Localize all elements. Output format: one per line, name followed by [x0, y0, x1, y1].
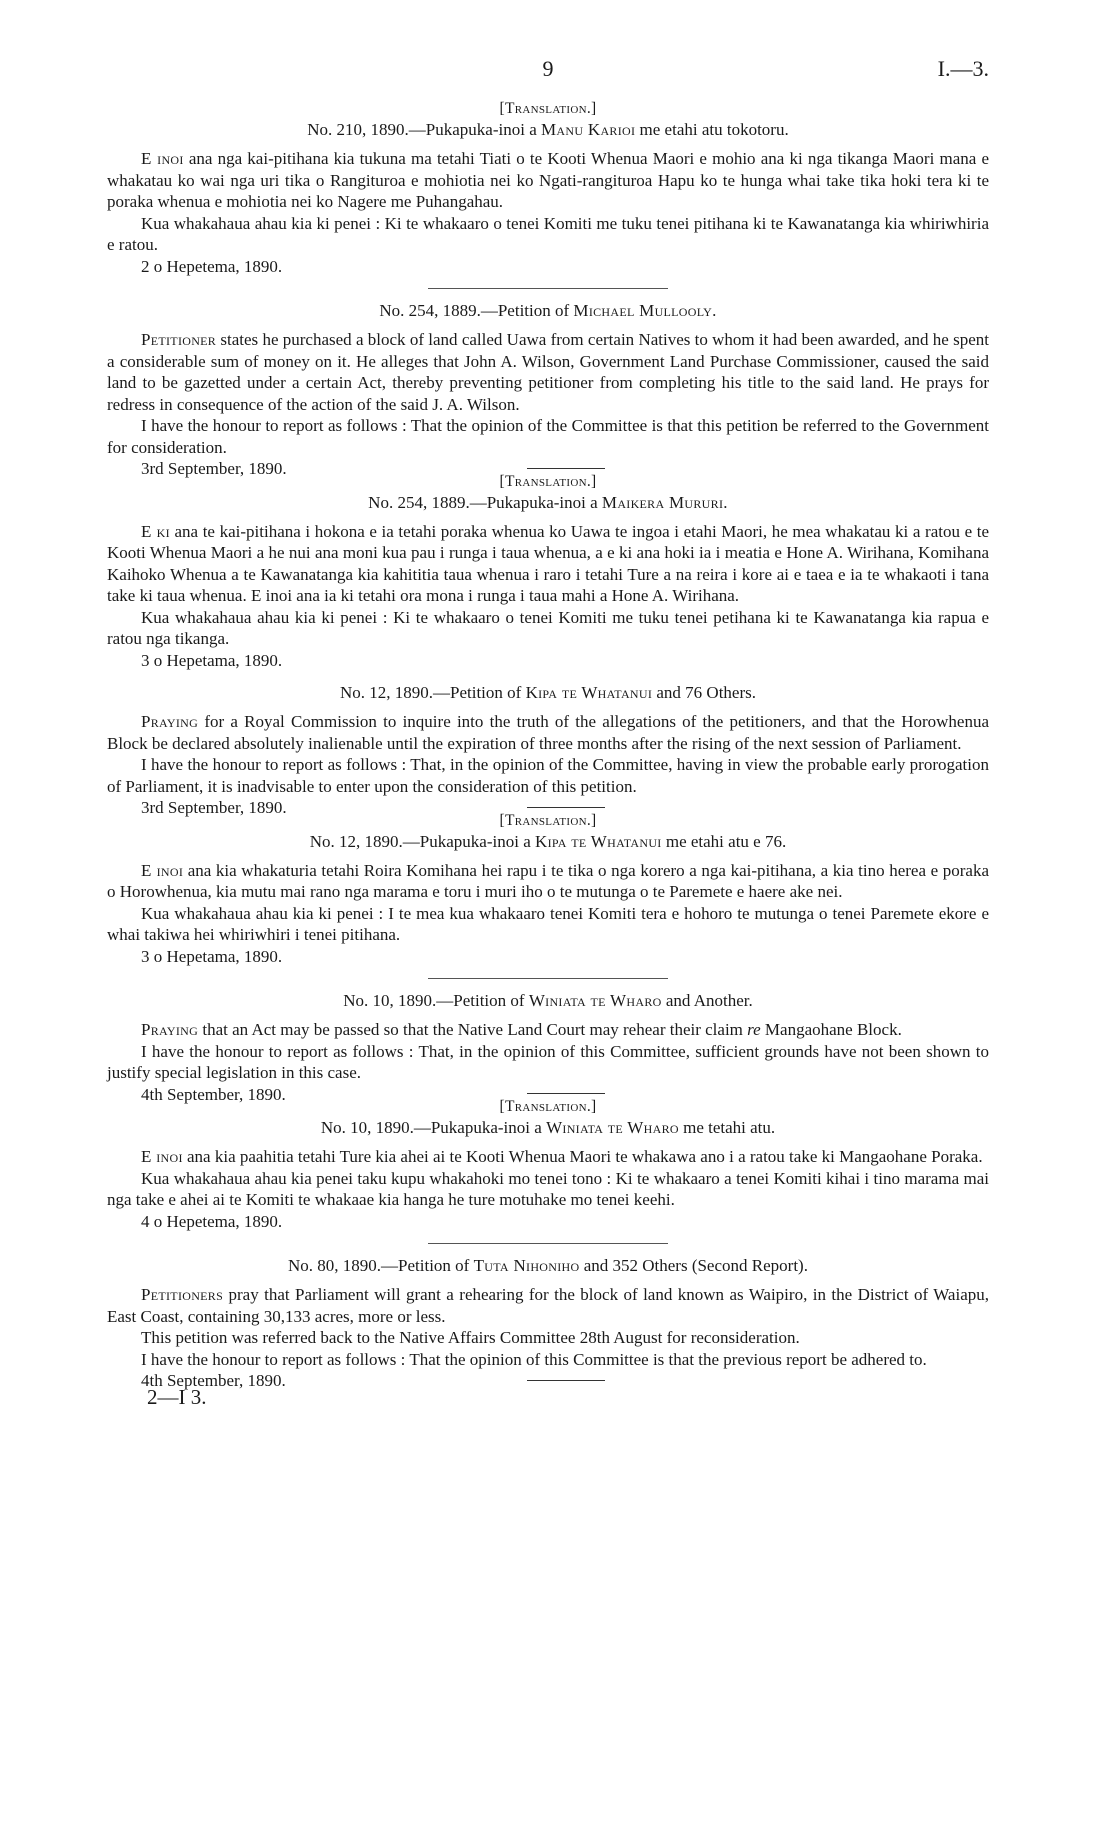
- date-line: 4th September, 1890.: [141, 1084, 286, 1104]
- date-line: 3rd September, 1890.: [141, 459, 287, 478]
- date-line: 4 o Hepetema, 1890.: [141, 1211, 283, 1231]
- section-heading: No. 10, 1890.—Petition of Winiata te Wharo and Another.: [343, 991, 753, 1010]
- section-heading: No. 210, 1890.—Pukapuka-inoi a Manu Karioi me etahi atu tokotoru.: [307, 120, 789, 139]
- body-paragraph: Praying that an Act may be passed so that the Native Land Court may rehear their claim re Mangaohane Block.: [141, 1020, 902, 1039]
- body-paragraph: Petitioners pray that Parliament will grant a rehearing for the block of land known as Waipiro, in the District of Waiapu, East Coast, containing 30,133 acres, more or less.: [107, 1285, 989, 1326]
- petitioner-name: Maikera Mururi.: [601, 492, 728, 512]
- signature-mark: 2—I 3.: [147, 1384, 207, 1409]
- petitioner-name: Winiata te Wharo: [546, 1118, 679, 1137]
- translation-label: [Translation.]: [499, 100, 597, 117]
- date-line: 2 o Hepetema, 1890.: [141, 256, 283, 276]
- report-paragraph: Kua whakahaua ahau kia ki penei : Ki te whakaaro o tenei Komiti me tuku tenei petihana ki te Kawanatanga kia rapua e ratou nga tikanga.: [107, 607, 989, 648]
- body-paragraph: E inoi ana kia paahitia tetahi Ture kia ahei ai te Kooti Whenua Maori te whakawa ano i a ratou take ki Mangaohane Poraka.: [141, 1147, 983, 1166]
- section-254-petition: [107, 301, 989, 478]
- section-210-translation: [107, 100, 989, 277]
- body-paragraph: Petitioner states he purchased a block of land called Uawa from certain Natives to whom it had been awarded, and he spent a considerable sum of money on it. He alleges that John A. Wilson, Government Land Purchase Commissioner, caused the said land to be gazetted under a certain Act, thereby preventing petitioner from completing his title to the said land. He prays for redress in consequence of the action of the said J. A. Wilson.: [107, 330, 989, 414]
- body-paragraph: E inoi ana kia whakaturia tetahi Roira Komihana hei rapu i te tika o nga korero a nga kai-pitihana, a kia tino herea e poraka o Horowhenua, kia mutu mai rano nga marama e toru i muri iho o te mutunga o te Paremete e haere ake nei.: [107, 860, 990, 901]
- page-number: 9: [542, 56, 554, 81]
- date-line: 3 o Hepetama, 1890.: [141, 946, 283, 966]
- section-10-petition: [107, 991, 989, 1104]
- body-paragraph: E ki ana te kai-pitihana i hokona e ia tetahi poraka whenua ko Uawa te ingoa i etahi Maori, he mea whakatau ki a ratou e te Kooti Whenua Maori a he nui ana moni kua pau i runga i taua whenua, a e ki ana hoki ia i meatia e Hone A. Wirihana, Komihana Kaihoko Whenua a te Kawanatanga kia kahititia taua whenua i raro i tetahi Ture a na reira i kore ai e taea e ia te whakaoti i tana take ki taua whenua. E inoi ana ia ki tetahi ora mona i runga i taua mahi a Hone A. Wirihana.: [107, 521, 990, 605]
- translation-label: [Translation.]: [499, 811, 597, 829]
- translation-label: [Translation.]: [499, 472, 597, 490]
- date-line: 4th September, 1890.: [141, 1371, 286, 1390]
- date-line: 3rd September, 1890.: [141, 798, 287, 817]
- petitioner-name: Manu Karioi: [541, 120, 636, 139]
- section-heading: No. 12, 1890.—Pukapuka-inoi a Kipa te Whatanui me etahi atu e 76.: [309, 831, 787, 851]
- paper-reference: I.—3.: [937, 56, 989, 81]
- section-divider: [428, 288, 668, 289]
- short-divider: [527, 468, 605, 469]
- report-paragraph: Kua whakahaua ahau kia ki penei : I te mea kua whakaaro tenei Komiti tera e hohoro te mutunga o tenei Paremete ekore e whai takiwa hei whiriwhiri i tenei pitihana.: [107, 903, 989, 944]
- section-heading: No. 254, 1889.—Petition of Michael Mullooly.: [379, 301, 717, 320]
- petitioner-name: Kipa te Whatanui: [525, 683, 653, 702]
- section-divider: [428, 1243, 668, 1244]
- petitioner-name: Kipa te Whatanui: [535, 831, 662, 851]
- short-divider: [527, 807, 605, 808]
- petitioner-name: Tuta Nihoniho: [473, 1256, 580, 1275]
- report-paragraph: I have the honour to report as follows : That the opinion of the Committee is that this petition be referred to the Government for consideration.: [107, 416, 989, 457]
- section-254-translation: [107, 473, 989, 672]
- section-80-petition: [107, 1256, 989, 1390]
- section-12-petition: [107, 683, 989, 817]
- section-heading: No. 10, 1890.—Pukapuka-inoi a Winiata te Wharo me tetahi atu.: [320, 1118, 776, 1137]
- petitioner-name: Michael Mullooly.: [573, 301, 717, 320]
- section-heading: No. 12, 1890.—Petition of Kipa te Whatanui and 76 Others.: [339, 683, 757, 702]
- section-heading: No. 80, 1890.—Petition of Tuta Nihoniho and 352 Others (Second Report).: [288, 1256, 808, 1275]
- section-10-translation: [107, 1098, 989, 1232]
- spacer: [107, 671, 989, 681]
- report-paragraph: I have the honour to report as follows : That the opinion of this Committee is that the previous report be adhered to.: [141, 1349, 927, 1369]
- referral-paragraph: This petition was referred back to the Native Affairs Committee 28th August for reconsideration.: [141, 1328, 800, 1347]
- page-header: [107, 56, 989, 96]
- body-paragraph: Praying for a Royal Commission to inquire into the truth of the allegations of the petitioners, and that the Horowhenua Block be declared absolutely inalienable until the expiration of three months after the rising of the next session of Parliament.: [107, 712, 989, 753]
- translation-label: [Translation.]: [499, 1098, 597, 1115]
- report-paragraph: Kua whakahaua ahau kia ki penei : Ki te whakaaro o tenei Komiti me tuku tenei pitihana ki te Kawanatanga kia whiriwhiria e ratou.: [107, 213, 989, 254]
- section-heading: No. 254, 1889.—Pukapuka-inoi a Maikera Mururi.: [368, 492, 728, 512]
- short-divider: [527, 1380, 605, 1381]
- petitioner-name: Winiata te Wharo: [528, 991, 662, 1010]
- report-paragraph: I have the honour to report as follows : That, in the opinion of this Committee, sufficient grounds have not been shown to justify special legislation in this case.: [107, 1041, 989, 1082]
- body-paragraph: E inoi ana nga kai-pitihana kia tukuna ma tetahi Tiati o te Kooti Whenua Maori e mohio ana ki nga tikanga Maori mana e whakatau ko wai nga uri tika o Rangituroa e mohiotia nei ko Ngati-rangituroa Hapu ko te hunga whai take tika hoki tera ki te poraka whenua e mohiotia nei ko Nagere me Puhangahau.: [107, 149, 989, 211]
- report-paragraph: I have the honour to report as follows : That, in the opinion of the Committee, having in view the probable early prorogation of Parliament, it is inadvisable to enter upon the consideration of this petition.: [107, 755, 989, 796]
- date-line: 3 o Hepetama, 1890.: [141, 650, 283, 670]
- report-paragraph: Kua whakahaua ahau kia penei taku kupu whakahoki mo tenei tono : Ki te whakaaro a tenei Komiti kihai i tino marama mai nga take e ahei ai te Komiti te whakaae kia hanga he ture motuhake mo tenei keehi.: [107, 1168, 989, 1209]
- section-divider: [428, 978, 668, 979]
- section-12-translation: [107, 812, 989, 968]
- short-divider: [527, 1093, 605, 1094]
